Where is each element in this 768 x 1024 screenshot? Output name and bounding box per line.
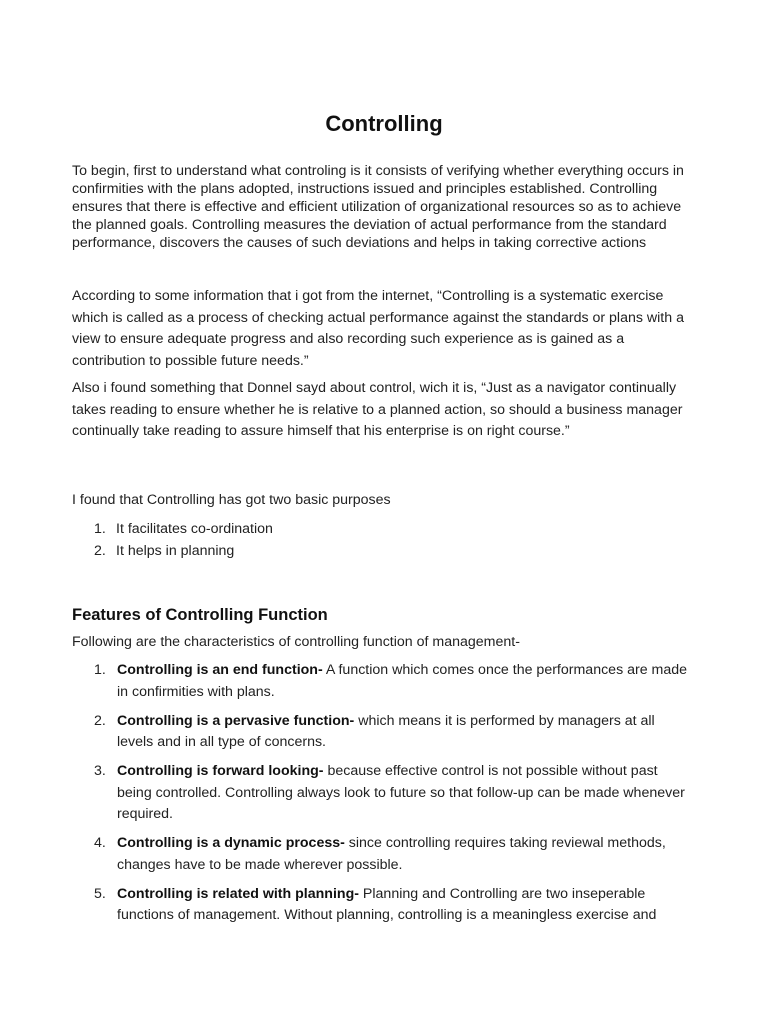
feature-title: Controlling is a dynamic process- <box>117 835 345 851</box>
feature-description: Planning and Controlling are two inseperable functions of management. Without planning, controlling is a meaningless exercise and <box>117 885 657 923</box>
section-heading: Features of Controlling Function <box>72 606 328 624</box>
list-item <box>94 833 692 876</box>
list-item <box>94 518 654 540</box>
feature-description: A function which comes once the performances are made in confirmities with plans. <box>117 662 688 700</box>
list-text <box>117 711 692 754</box>
list-text: It helps in planning <box>116 543 235 559</box>
list-text <box>117 884 692 927</box>
list-item <box>94 884 692 927</box>
list-text <box>117 660 692 703</box>
feature-description: which means it is performed by managers at all levels and in all type of concerns. <box>117 712 655 750</box>
list-item <box>94 660 692 703</box>
list-number: 5. <box>94 885 106 902</box>
purposes-intro: I found that Controlling has got two basic purposes <box>72 492 391 508</box>
list-number: 1. <box>94 662 106 678</box>
list-number: 3. <box>94 763 106 779</box>
list-text: It facilitates co-ordination <box>116 521 273 537</box>
feature-title: Controlling is a pervasive function- <box>117 712 355 729</box>
purposes-list <box>94 518 654 562</box>
features-list <box>94 660 692 934</box>
feature-title: Controlling is forward looking- <box>117 763 324 779</box>
page-title: Controlling <box>325 111 443 136</box>
feature-title: Controlling is an end function- <box>117 662 323 678</box>
definition-paragraph: According to some information that i got from the internet, “Controlling is a systematic exercise which is called as a process of checking actual performance against the standards or plans with a view to ensure adequate progress and also recording such experience as is gained as a contribution to possible future needs.” <box>72 288 684 369</box>
list-number: 2. <box>94 543 106 559</box>
feature-description: since controlling requires taking reviewal methods, changes have to be made wherever possible. <box>117 835 666 873</box>
list-text <box>117 833 692 876</box>
list-number: 2. <box>94 712 106 729</box>
list-text <box>117 761 692 826</box>
intro-paragraph: To begin, first to understand what controling is it consists of verifying whether everything occurs in confirmities with the plans adopted, instructions issued and principles established. Controlling ensures that there is effective and efficient utilization of organizational resources so as to achieve the planned goals. Controlling measures the deviation of actual performance from the standard performance, discovers the causes of such deviations and helps in taking corrective actions <box>72 163 684 251</box>
list-item <box>94 761 692 826</box>
list-item <box>94 711 692 754</box>
list-item <box>94 540 654 562</box>
list-number: 4. <box>94 835 106 851</box>
section-intro: Following are the characteristics of controlling function of management- <box>72 634 520 650</box>
feature-title: Controlling is related with planning- <box>117 885 359 902</box>
feature-description: because effective control is not possible without past being controlled. Controlling always look to future so that follow-up can be made whenever required. <box>117 763 685 822</box>
list-number: 1. <box>94 521 106 537</box>
quote-paragraph: Also i found something that Donnel sayd about control, wich it is, “Just as a navigator continually takes reading to ensure whether he is relative to a planned action, so should a business manager continually take reading to assure himself that his enterprise is on right course.” <box>72 380 683 439</box>
